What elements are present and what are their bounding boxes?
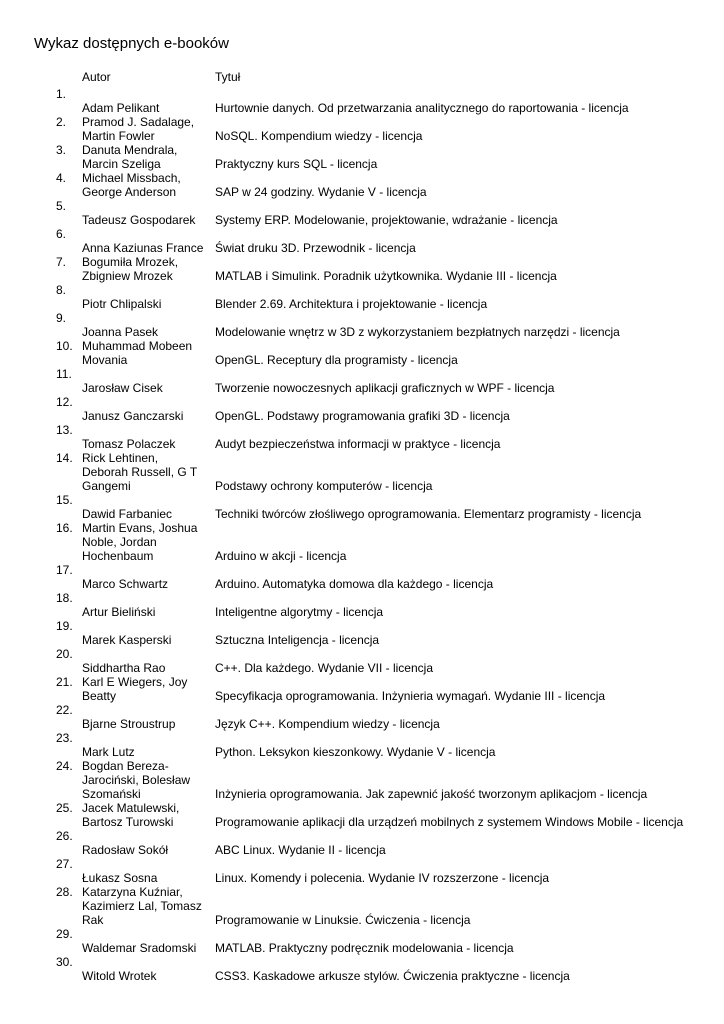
entry-title: Świat druku 3D. Przewodnik - licencja bbox=[215, 241, 416, 255]
list-item bbox=[0, 885, 724, 927]
list-item bbox=[0, 647, 724, 675]
entry-number: 17. bbox=[56, 563, 73, 577]
entry-title: SAP w 24 godziny. Wydanie V - licencja bbox=[215, 185, 427, 199]
entry-title: MATLAB i Simulink. Poradnik użytkownika. Wydanie III - licencja bbox=[215, 269, 557, 283]
entry-number: 2. bbox=[56, 115, 67, 129]
entry-author: Dawid Farbaniec bbox=[82, 507, 173, 521]
list-item bbox=[0, 115, 724, 143]
list-item bbox=[0, 311, 724, 339]
entry-title: Sztuczna Inteligencja - licencja bbox=[215, 633, 380, 647]
entry-author: Marco Schwartz bbox=[82, 577, 169, 591]
list-item bbox=[0, 339, 724, 367]
list-item bbox=[0, 591, 724, 619]
entry-number: 1. bbox=[56, 87, 67, 101]
list-item bbox=[0, 955, 724, 983]
entry-author: Jarosław Cisek bbox=[82, 381, 163, 395]
entry-author: Marek Kasperski bbox=[82, 633, 172, 647]
entry-number: 12. bbox=[56, 395, 73, 409]
entry-number: 25. bbox=[56, 801, 73, 815]
entry-number: 15. bbox=[56, 493, 73, 507]
entry-author: Rick Lehtinen, Deborah Russell, G T Gangemi bbox=[82, 451, 198, 493]
entry-number: 20. bbox=[56, 647, 73, 661]
list-item bbox=[0, 367, 724, 395]
list-item bbox=[0, 143, 724, 171]
entry-number: 14. bbox=[56, 451, 73, 465]
entry-title: Modelowanie wnętrz w 3D z wykorzystaniem bezpłatnych narzędzi - licencja bbox=[215, 325, 620, 339]
entry-number: 22. bbox=[56, 703, 73, 717]
entry-author: Katarzyna Kuźniar, Kazimierz Lal, Tomasz Rak bbox=[82, 885, 202, 927]
entry-number: 3. bbox=[56, 143, 67, 157]
entry-number: 28. bbox=[56, 885, 73, 899]
entry-number: 11. bbox=[56, 367, 72, 381]
entry-title: Inteligentne algorytmy - licencja bbox=[215, 605, 384, 619]
entry-author: Siddhartha Rao bbox=[82, 661, 166, 675]
entry-number: 6. bbox=[56, 227, 67, 241]
entry-title: Audyt bezpieczeństwa informacji w praktyce - licencja bbox=[215, 437, 501, 451]
entry-author: Piotr Chlipalski bbox=[82, 297, 162, 311]
entry-title: C++. Dla każdego. Wydanie VII - licencja bbox=[215, 661, 433, 675]
entry-number: 13. bbox=[56, 423, 73, 437]
entry-title: OpenGL. Podstawy programowania grafiki 3D - licencja bbox=[215, 409, 510, 423]
entry-author: Jacek Matulewski, Bartosz Turowski bbox=[82, 801, 180, 829]
list-item bbox=[0, 493, 724, 521]
entry-title: Język C++. Kompendium wiedzy - licencja bbox=[215, 717, 440, 731]
entry-author: Waldemar Sradomski bbox=[82, 941, 197, 955]
entry-title: Blender 2.69. Architektura i projektowanie - licencja bbox=[215, 297, 488, 311]
list-item bbox=[0, 927, 724, 955]
entry-author: Witold Wrotek bbox=[82, 969, 157, 983]
entry-title: Systemy ERP. Modelowanie, projektowanie, wdrażanie - licencja bbox=[215, 213, 558, 227]
entry-title: Hurtownie danych. Od przetwarzania analitycznego do raportowania - licencja bbox=[215, 101, 629, 115]
list-item bbox=[0, 227, 724, 255]
entry-title: Programowanie w Linuksie. Ćwiczenia - licencja bbox=[215, 913, 471, 927]
entry-number: 4. bbox=[56, 171, 67, 185]
entry-number: 8. bbox=[56, 283, 67, 297]
list-item bbox=[0, 87, 724, 115]
entry-author: Michael Missbach, George Anderson bbox=[82, 171, 181, 199]
entry-number: 30. bbox=[56, 955, 73, 969]
entry-number: 27. bbox=[56, 857, 73, 871]
list-item bbox=[0, 199, 724, 227]
entry-number: 19. bbox=[56, 619, 73, 633]
entry-title: Inżynieria oprogramowania. Jak zapewnić jakość tworzonym aplikacjom - licencja bbox=[215, 787, 648, 801]
entry-author: Anna Kaziunas France bbox=[82, 241, 204, 255]
entry-author: Bogdan Bereza- Jarociński, Bolesław Szomański bbox=[82, 759, 191, 801]
entry-number: 18. bbox=[56, 591, 73, 605]
entry-author: Martin Evans, Joshua Noble, Jordan Hochenbaum bbox=[82, 521, 198, 563]
page-title: Wykaz dostępnych e-booków bbox=[34, 35, 229, 52]
entry-title: Arduino. Automatyka domowa dla każdego - licencja bbox=[215, 577, 494, 591]
entry-author: Mark Lutz bbox=[82, 745, 135, 759]
entry-title: Specyfikacja oprogramowania. Inżynieria wymagań. Wydanie III - licencja bbox=[215, 689, 606, 703]
entry-author: Artur Bieliński bbox=[82, 605, 156, 619]
entry-title: CSS3. Kaskadowe arkusze stylów. Ćwiczenia praktyczne - licencja bbox=[215, 969, 570, 983]
entry-author: Tadeusz Gospodarek bbox=[82, 213, 196, 227]
entry-title: Praktyczny kurs SQL - licencja bbox=[215, 157, 378, 171]
list-item bbox=[0, 423, 724, 451]
list-item bbox=[0, 731, 724, 759]
entry-author: Joanna Pasek bbox=[82, 325, 159, 339]
entry-number: 21. bbox=[56, 675, 73, 689]
entry-title: Arduino w akcji - licencja bbox=[215, 549, 347, 563]
entry-author: Muhammad Mobeen Movania bbox=[82, 339, 193, 367]
entry-author: Janusz Ganczarski bbox=[82, 409, 184, 423]
list-item bbox=[0, 255, 724, 283]
title-column-header: Tytuł bbox=[215, 70, 241, 84]
entry-author: Karl E Wiegers, Joy Beatty bbox=[82, 675, 188, 703]
entry-author: Pramod J. Sadalage, Martin Fowler bbox=[82, 115, 195, 143]
entry-author: Danuta Mendrala, Marcin Szeliga bbox=[82, 143, 178, 171]
list-item bbox=[0, 171, 724, 199]
entry-title: Techniki twórców złośliwego oprogramowania. Elementarz programisty - licencja bbox=[215, 507, 642, 521]
entry-author: Tomasz Polaczek bbox=[82, 437, 176, 451]
entry-author: Adam Pelikant bbox=[82, 101, 160, 115]
entry-number: 7. bbox=[56, 255, 67, 269]
list-item bbox=[0, 801, 724, 829]
entry-author: Radosław Sokół bbox=[82, 843, 169, 857]
entry-number: 9. bbox=[56, 311, 67, 325]
entry-author: Łukasz Sosna bbox=[82, 871, 158, 885]
entry-number: 10. bbox=[56, 339, 73, 353]
entry-title: NoSQL. Kompendium wiedzy - licencja bbox=[215, 129, 423, 143]
author-column-header: Autor bbox=[82, 70, 111, 84]
entry-title: OpenGL. Receptury dla programisty - licencja bbox=[215, 353, 458, 367]
entry-title: Programowanie aplikacji dla urządzeń mobilnych z systemem Windows Mobile - licencja bbox=[215, 815, 684, 829]
entry-number: 23. bbox=[56, 731, 73, 745]
list-item bbox=[0, 703, 724, 731]
entry-number: 16. bbox=[56, 521, 73, 535]
entry-title: ABC Linux. Wydanie II - licencja bbox=[215, 843, 386, 857]
list-item bbox=[0, 521, 724, 563]
entry-author: Bjarne Stroustrup bbox=[82, 717, 176, 731]
list-item bbox=[0, 759, 724, 801]
list-item bbox=[0, 857, 724, 885]
entry-title: MATLAB. Praktyczny podręcznik modelowania - licencja bbox=[215, 941, 514, 955]
list-item bbox=[0, 395, 724, 423]
entry-number: 24. bbox=[56, 759, 73, 773]
entry-number: 29. bbox=[56, 927, 73, 941]
list-item bbox=[0, 563, 724, 591]
entry-title: Linux. Komendy i polecenia. Wydanie IV rozszerzone - licencja bbox=[215, 871, 550, 885]
entry-number: 5. bbox=[56, 199, 67, 213]
list-item bbox=[0, 829, 724, 857]
list-item bbox=[0, 619, 724, 647]
entry-author: Bogumiła Mrozek, Zbigniew Mrozek bbox=[82, 255, 179, 283]
list-item bbox=[0, 675, 724, 703]
entry-title: Podstawy ochrony komputerów - licencja bbox=[215, 479, 433, 493]
entry-title: Tworzenie nowoczesnych aplikacji graficznych w WPF - licencja bbox=[215, 381, 555, 395]
list-item bbox=[0, 283, 724, 311]
list-item bbox=[0, 451, 724, 493]
entry-number: 26. bbox=[56, 829, 73, 843]
entry-title: Python. Leksykon kieszonkowy. Wydanie V - licencja bbox=[215, 745, 496, 759]
